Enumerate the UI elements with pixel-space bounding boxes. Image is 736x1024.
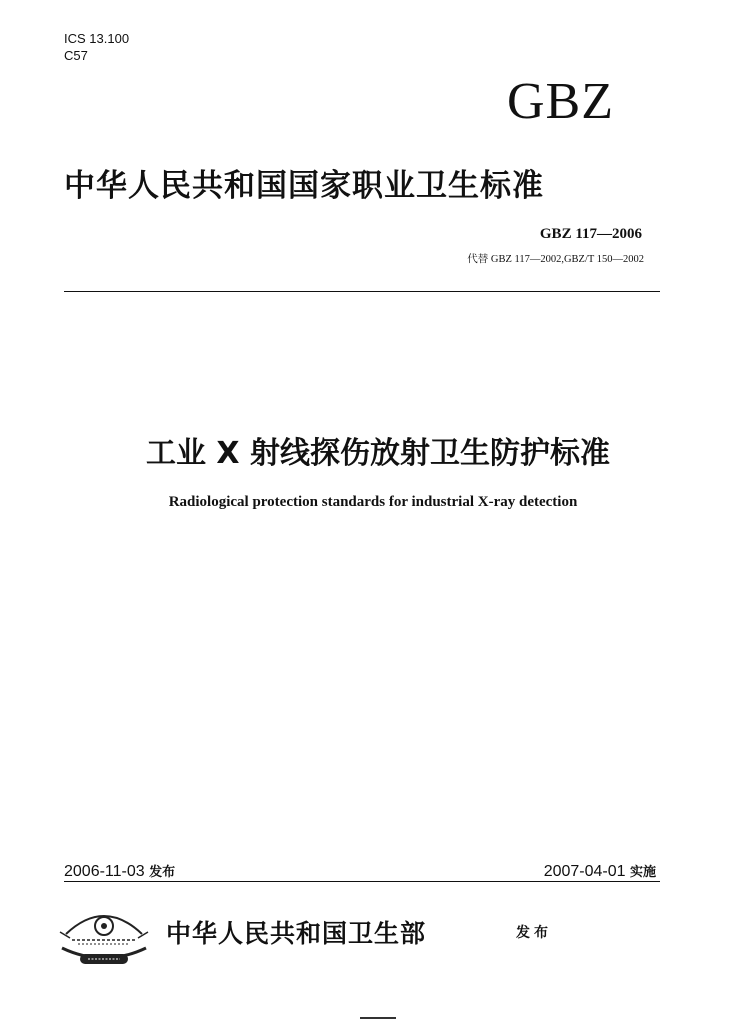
issue-label: 发布 xyxy=(149,865,176,880)
issuer-name: 中华人民共和国卫生部 xyxy=(166,919,427,948)
implement-label: 实施 xyxy=(629,865,656,880)
title-english: Radiological protection standards for industrial X-ray detection xyxy=(168,494,578,510)
bottom-divider xyxy=(64,881,660,882)
issued-label: 发布 xyxy=(516,925,552,941)
implement-date: 2007-04-01 xyxy=(543,863,626,880)
top-divider xyxy=(64,291,660,292)
standard-number: GBZ 117—2006 xyxy=(539,226,642,242)
footer-mark xyxy=(360,1017,396,1019)
standard-category: 中华人民共和国国家职业卫生标准 xyxy=(64,168,544,204)
ccs-code: C57 xyxy=(64,48,88,63)
title-chinese: 工业 X 射线探伤放射卫生防护标准 xyxy=(145,436,611,471)
replaces-note: 代替 GBZ 117—2002,GBZ/T 150—2002 xyxy=(467,254,644,265)
issue-date: 2006-11-03 xyxy=(64,863,145,880)
implement-date-line xyxy=(544,861,656,881)
ministry-seal-icon xyxy=(58,904,150,970)
classification-codes xyxy=(64,30,129,64)
gbz-logo: GBZ xyxy=(507,73,614,130)
ics-code: ICS 13.100 xyxy=(64,31,130,46)
issue-date-line xyxy=(64,861,175,881)
